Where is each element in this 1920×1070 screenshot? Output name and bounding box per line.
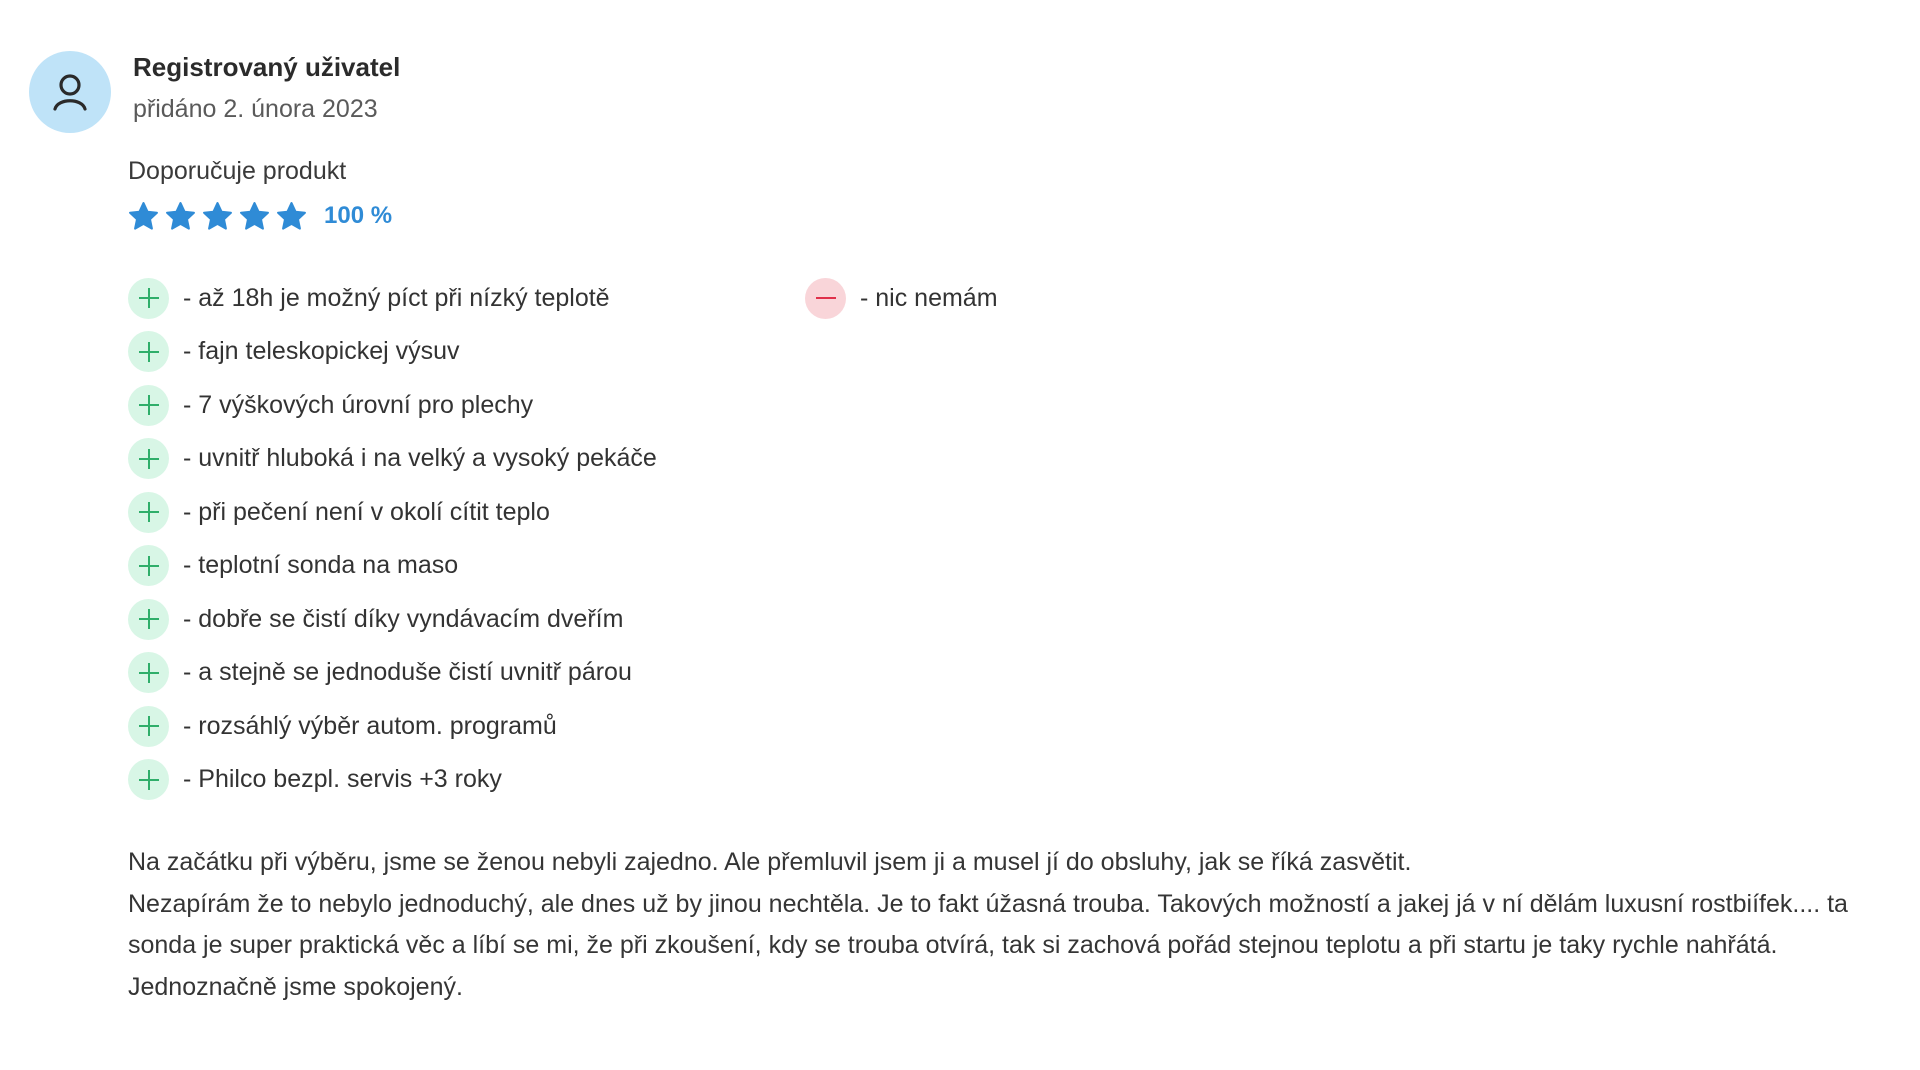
pro-text: - Philco bezpl. servis +3 roky (183, 765, 502, 793)
plus-icon (128, 492, 169, 533)
pro-text: - teplotní sonda na maso (183, 551, 459, 579)
cons-list (805, 277, 998, 331)
plus-icon (128, 278, 169, 319)
star-icon (276, 201, 307, 232)
pro-item (128, 759, 657, 801)
plus-icon (128, 385, 169, 426)
pro-item (128, 438, 657, 480)
pro-text: - a stejně se jednoduše čistí uvnitř párou (183, 658, 632, 686)
pro-text: - až 18h je možný píct při nízký teplotě (183, 283, 610, 312)
plus-icon (128, 706, 169, 747)
author-name: Registrovaný uživatel (133, 52, 401, 82)
con-item (805, 277, 998, 319)
pro-item (128, 545, 657, 587)
user-icon (52, 72, 88, 112)
pro-item (128, 598, 657, 640)
plus-icon (128, 545, 169, 586)
pro-text: - rozsáhlý výběr autom. programů (183, 711, 557, 740)
pro-item (128, 331, 657, 373)
pro-item (128, 277, 657, 319)
review-paragraph: Na začátku při výběru, jsme se ženou nebyli zajedno. Ale přemluvil jsem ji a musel jí do obsluhy, jak se říká zasvětit. (128, 848, 1412, 876)
star-icon (239, 201, 270, 232)
plus-icon (128, 438, 169, 479)
star-rating (128, 198, 392, 234)
minus-icon (805, 278, 846, 319)
star-icon (128, 201, 159, 232)
pro-item (128, 491, 657, 533)
review-paragraph: Jednoznačně jsme spokojený. (128, 972, 463, 1001)
con-text: - nic nemám (860, 283, 998, 312)
pro-text: - dobře se čistí díky vyndávacím dveřím (183, 604, 624, 633)
pro-item (128, 652, 657, 694)
pro-text: - při pečení není v okolí cítit teplo (183, 497, 550, 526)
pro-text: - uvnitř hluboká i na velký a vysoký pekáče (183, 444, 657, 472)
pros-list (128, 277, 657, 812)
plus-icon (128, 599, 169, 640)
plus-icon (128, 759, 169, 800)
pro-text: - fajn teleskopickej výsuv (183, 337, 460, 365)
stars-container (128, 201, 313, 232)
rating-percent: 100 % (324, 202, 393, 229)
pro-item (128, 384, 657, 426)
pro-text: - 7 výškových úrovní pro plechy (183, 390, 534, 419)
plus-icon (128, 652, 169, 693)
review-paragraph: Nezapírám že to nebylo jednoduchý, ale dnes už by jinou nechtěla. Je to fakt úžasná trouba. Takových možností a jakej já v ní dělám luxusní rostbiífek.... ta sonda je super praktická věc a líbí se mi, že při zkoušení, kdy se trouba otvírá, tak si zachová pořád stejnou teplotu a při startu je taky rychle nahřátá. (128, 889, 1848, 959)
review-date: přidáno 2. února 2023 (133, 95, 378, 123)
recommend-label: Doporučuje produkt (128, 157, 347, 185)
avatar (29, 51, 111, 133)
pro-item (128, 705, 657, 747)
star-icon (202, 201, 233, 232)
plus-icon (128, 331, 169, 372)
review-text (128, 842, 1903, 1008)
star-icon (165, 201, 196, 232)
